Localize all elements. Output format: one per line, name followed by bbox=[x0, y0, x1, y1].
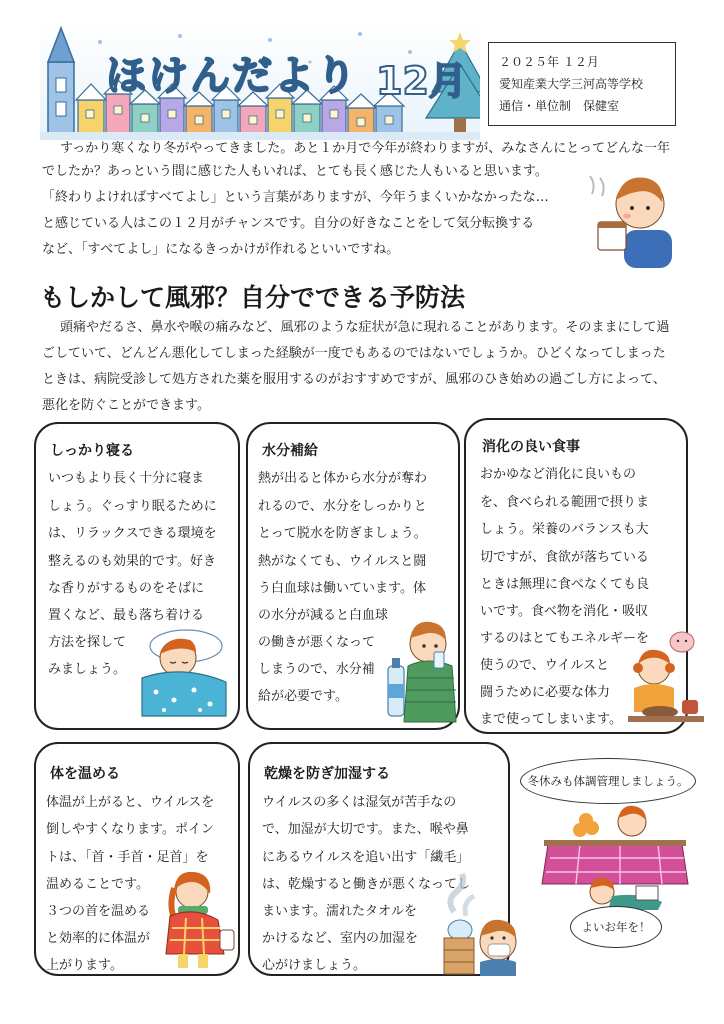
tip-line: 方法を探して bbox=[48, 635, 127, 650]
tip-line: まいます。濡れたタオルを bbox=[262, 904, 417, 919]
newsletter-title: ほけんだより bbox=[106, 53, 358, 99]
tip-line: 上がります。 bbox=[46, 958, 123, 973]
section-line: ときは、病院受診して処方された薬を服用するのがおすすめですが、風邪のひき始めの過ごし方によって、 bbox=[42, 372, 666, 387]
section-line: 頭痛やだるさ、鼻水や喉の痛みなど、風邪のような症状が急に現れることがあります。そのままにして過 bbox=[60, 320, 670, 335]
tip-line: な香りがするものをそばに bbox=[48, 581, 205, 596]
tip-title-sleep: しっかり寝る bbox=[50, 443, 134, 459]
intro-line: でしたか？あっという間に感じた人もいれば、とても長く感じた人もいると思います。 bbox=[42, 164, 548, 179]
humidifier-boy-illustration bbox=[440, 872, 524, 976]
tip-line: かけるなど、室内の加湿を bbox=[262, 931, 419, 946]
tip-line: 給が必要です。 bbox=[258, 689, 348, 704]
tip-line: れるので、水分をしっかりと bbox=[258, 499, 427, 514]
tip-line: 倒しやすくなります。ポイン bbox=[46, 822, 214, 837]
tip-line: しょう。栄養のバランスも大 bbox=[480, 522, 649, 537]
tip-line: ときは無理に食べなくても良 bbox=[480, 577, 650, 592]
sleeping-girl-illustration bbox=[138, 618, 228, 718]
tip-line: 熱が出ると体から水分が奪わ bbox=[258, 471, 428, 486]
tip-title-warm: 体を温める bbox=[50, 766, 120, 782]
tip-line: おかゆなど消化に良いもの bbox=[480, 467, 637, 482]
tip-line: いつもより長く十分に寝ま bbox=[48, 471, 205, 486]
tip-line: 使うので、ウイルスと bbox=[480, 658, 609, 673]
tip-line: 切ですが、食欲が落ちている bbox=[480, 550, 649, 565]
tip-title-humidify: 乾燥を防ぎ加湿する bbox=[264, 766, 390, 782]
tip-line: にあるウイルスを追い出す「繊毛」 bbox=[262, 850, 470, 865]
boy-drinking-illustration bbox=[572, 160, 682, 270]
speech-bubble-newyear bbox=[570, 906, 662, 948]
tip-line: 整えるのも効果的です。好き bbox=[48, 554, 216, 569]
section-heading: もしかして風邪？自分でできる予防法 bbox=[40, 283, 466, 312]
intro-line: 「終わりよければすべてよし」という言葉がありますが、今年うまくいかなかったな… bbox=[42, 190, 549, 205]
section-line: ごしていて、どんどん悪化してしまった経験が一度でもあるのではないでしょうか。ひどくなってしまった bbox=[42, 346, 666, 361]
kotatsu-family-illustration bbox=[540, 800, 690, 912]
issue-date: ２０２５年 １２月 bbox=[499, 55, 599, 69]
tip-line: ウイルスの多くは湿気が苦手なの bbox=[262, 795, 457, 810]
girl-wrapped-blanket-illustration bbox=[156, 866, 238, 970]
tip-line: しまうので、水分補 bbox=[258, 662, 375, 677]
tip-line: 心がけましょう。 bbox=[262, 958, 367, 973]
tip-line: するのはとてもエネルギーを bbox=[480, 631, 650, 646]
tip-line: みましょう。 bbox=[48, 662, 127, 677]
tip-line: の働きが悪くなって bbox=[258, 635, 376, 650]
intro-line: など、「すべてよし」になるきっかけが作れるといいですね。 bbox=[42, 242, 400, 257]
tip-line: 熱がなくても、ウイルスと闘 bbox=[258, 554, 427, 569]
tip-line: 体温が上がると、ウイルスを bbox=[46, 795, 215, 810]
tip-title-water: 水分補給 bbox=[262, 443, 318, 459]
tip-line: まで使ってしまいます。 bbox=[480, 712, 622, 727]
tip-line: 置くなど、最も落ち着ける bbox=[48, 608, 205, 623]
tip-line: の水分が減ると白血球 bbox=[258, 608, 389, 623]
intro-line: すっかり寒くなり冬がやってきました。あと１か月で今年が終わりますが、みなさんにとってどんな一年 bbox=[60, 141, 670, 156]
section-line: 悪化を防ぐことができます。 bbox=[42, 398, 210, 413]
tip-line: は、リラックスできる環境を bbox=[48, 526, 217, 541]
tip-line: で、加湿が大切です。また、喉や鼻 bbox=[262, 822, 469, 837]
tip-line: う白血球は働いています。体 bbox=[258, 581, 426, 596]
tip-line: は、乾燥すると働きが悪くなってし bbox=[262, 877, 471, 892]
speech-bubble-winter bbox=[520, 758, 696, 804]
tip-title-food: 消化の良い食事 bbox=[482, 439, 580, 455]
tip-line: とって脱水を防ぎましょう。 bbox=[258, 526, 427, 541]
tip-line: トは、「首・手首・足首」を bbox=[46, 850, 209, 865]
tip-line: 温めることです。 bbox=[46, 877, 149, 892]
tip-line: を、食べられる範囲で摂りま bbox=[480, 495, 650, 510]
publisher-info-box bbox=[488, 42, 676, 126]
intro-line: と感じている人はこの１２月がチャンスです。自分の好きなことをして気分転換する bbox=[42, 216, 535, 231]
speech-bubble-winter-text: 冬休みも体調管理しましょう。 bbox=[527, 774, 689, 788]
tip-line: いです。食べ物を消化・吸収 bbox=[480, 604, 648, 619]
tip-line: と効率的に体温が bbox=[46, 931, 151, 946]
girl-eating-illustration bbox=[624, 628, 706, 728]
boy-drinking-water-illustration bbox=[386, 608, 458, 724]
department-name: 通信・単位制 保健室 bbox=[499, 99, 620, 113]
speech-bubble-newyear-text: よいお年を！ bbox=[581, 920, 651, 934]
newsletter-month: 12月 bbox=[376, 59, 467, 103]
tip-line: 闘うために必要な体力 bbox=[480, 685, 611, 700]
school-name: 愛知産業大学三河高等学校 bbox=[499, 77, 644, 91]
tip-line: しょう。ぐっすり眠るために bbox=[48, 499, 217, 514]
tip-line: ３つの首を温める bbox=[46, 904, 151, 919]
